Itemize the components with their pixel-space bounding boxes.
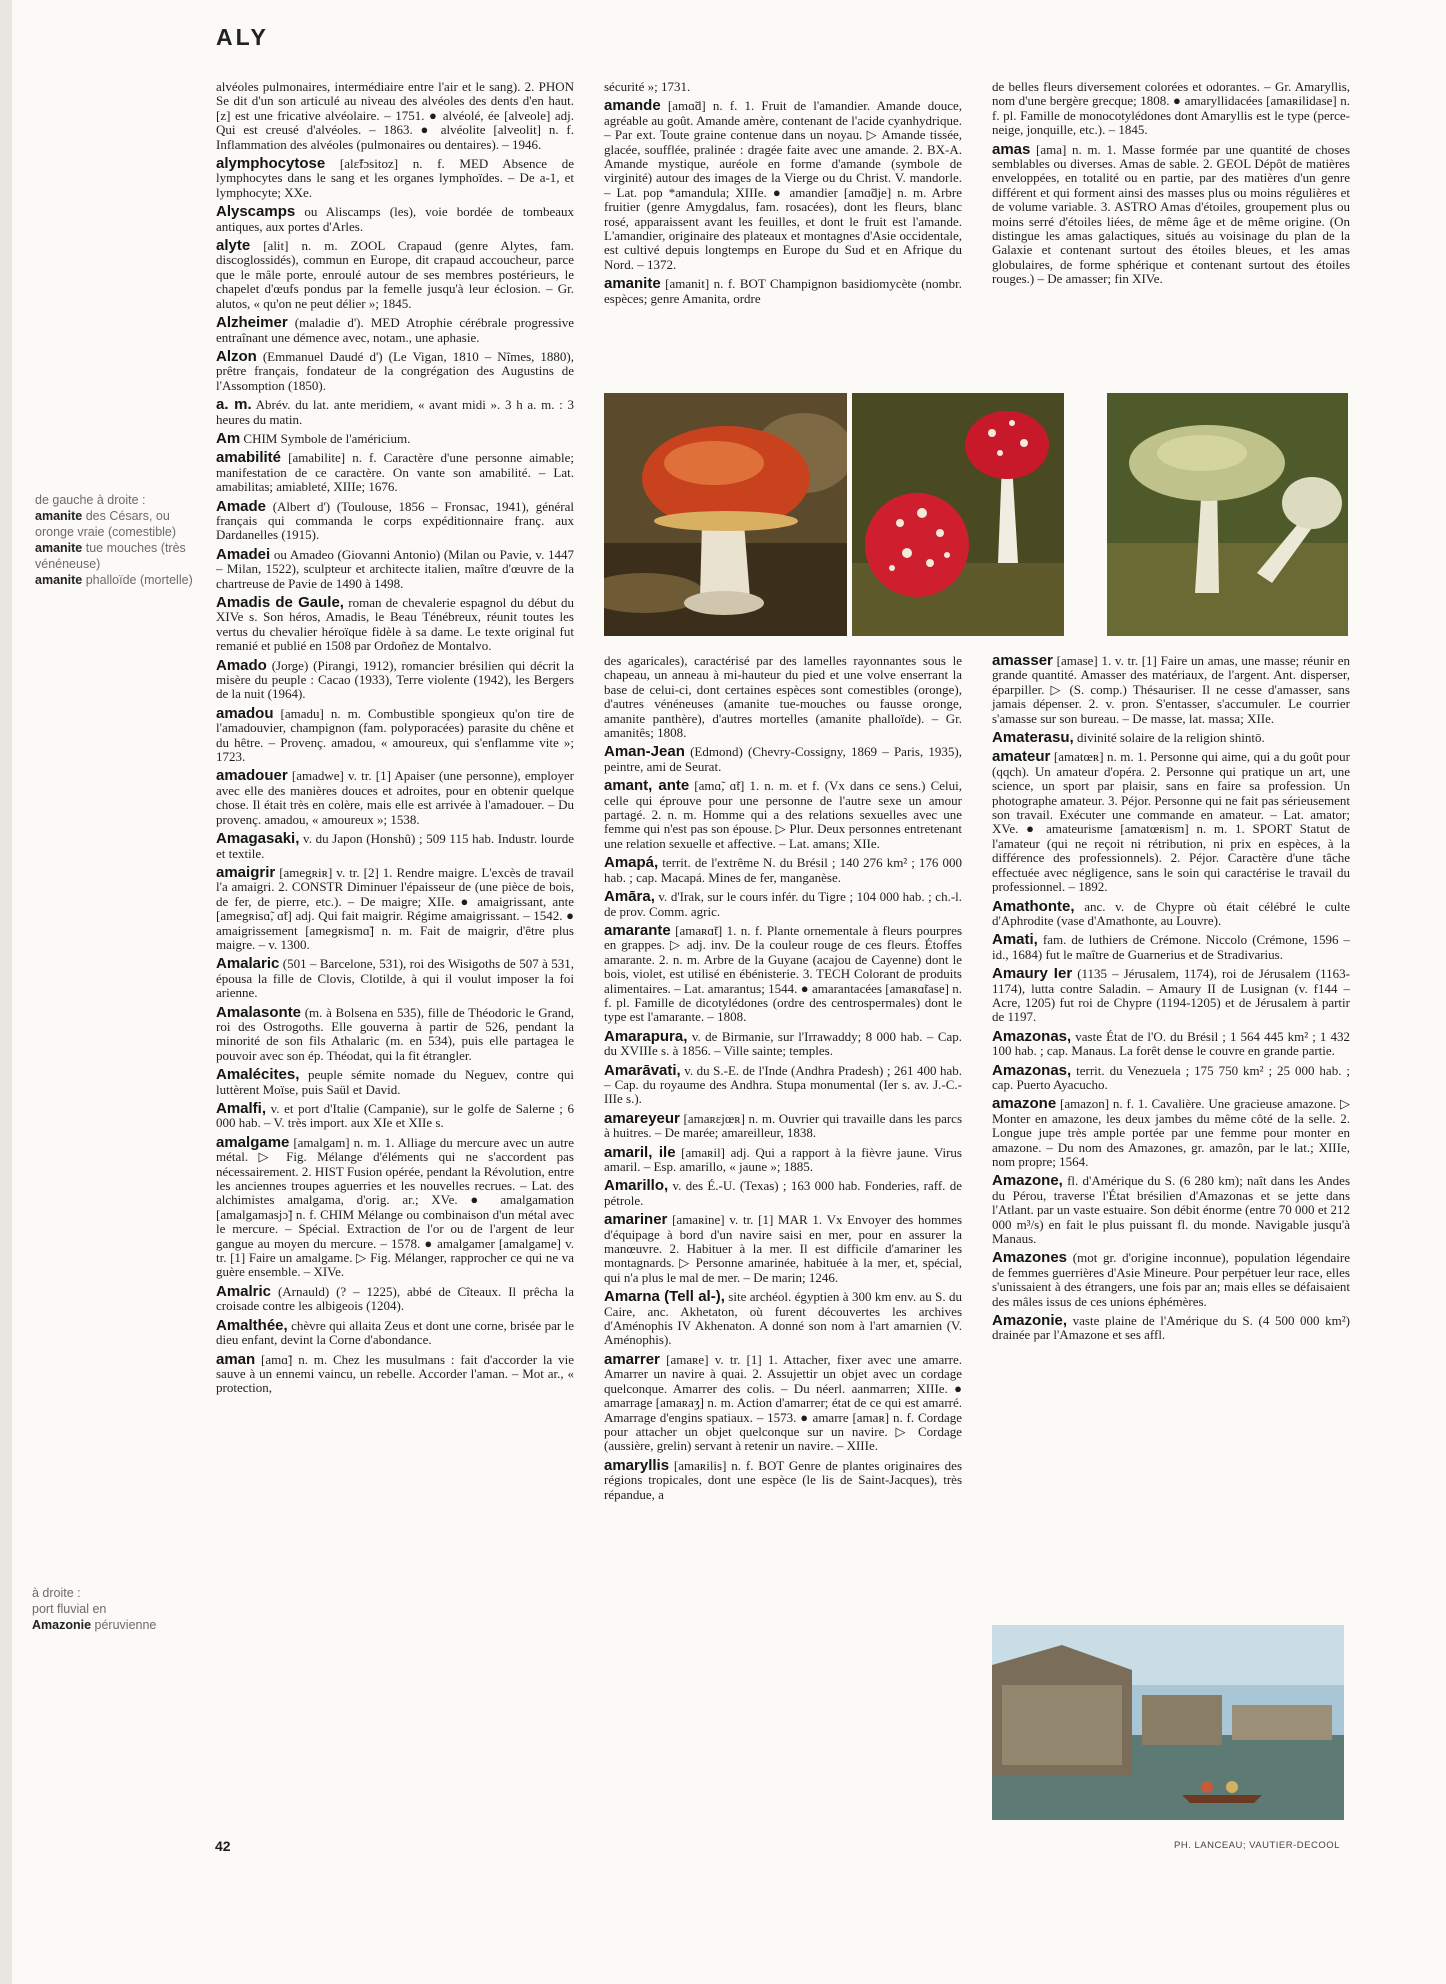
dictionary-entry — [604, 745, 962, 774]
dictionary-entry — [992, 80, 1350, 138]
dictionary-entry — [216, 205, 574, 234]
dictionary-entry — [216, 1133, 574, 1280]
entry-text: (Albert d') (Toulouse, 1856 – Fronsac, 1941), général français qui commanda le corps expéditionnaire franç. aux Dardanelles (1915). — [216, 498, 574, 543]
dictionary-entry — [604, 1143, 962, 1175]
entry-headword: amazone — [992, 1095, 1057, 1113]
entry-text: alvéoles pulmonaires, intermédiaire entre l'air et le sang). 2. PHON Se dit d'un son articulé au niveau des alvéoles des dents d'en haut. [z] est une fricative alvéolaire. – 1751. ● alvéolé, ée [alveole] adj. Qui est creusé d'alvéoles. – 1863. ● alvéolite [alveolit] n. f. Inflammation des alvéoles (pulmonaires ou dentaires). – 1946. — [216, 79, 574, 152]
entry-headword: Amado — [216, 656, 267, 674]
entry-headword: Alyscamps — [216, 203, 296, 221]
dictionary-entry — [216, 157, 574, 200]
dictionary-entry — [604, 1179, 962, 1208]
dictionary-entry — [216, 832, 574, 861]
entry-text: ou Amadeo (Giovanni Antonio) (Milan ou Pavie, v. 1447 – Milan, 1522), sculpteur et architecte italien, maître d'œuvre de la chartreuse de Pavie de 1490 à 1498. — [216, 546, 574, 591]
dictionary-entry — [604, 890, 962, 919]
dictionary-entry — [216, 704, 574, 765]
entry-text: (Emmanuel Daudé d') (Le Vigan, 1810 – Nîmes, 1880), prêtre français, fondateur de la congrégation des Augustins de l'Assomption (1850). — [216, 348, 575, 393]
entry-headword: amasser — [992, 652, 1053, 669]
dictionary-entry — [604, 654, 962, 740]
entry-headword: alymphocytose — [216, 155, 326, 173]
entry-text: [amalgam] n. m. 1. Alliage du mercure avec un autre métal. ▷ Fig. Mélange d'éléments qui ne s'accordent pas nécessairement. 2. HIST Fusion opérée, pendant la Révolution, entre les anciennes troupes aguerries et les nouvelles recrues. – Lat. des alchimistes amalgama, d'orig. ar.; XVe. ● amalgamation [amalgamasjɔ̃] n. f. CHIM Mélange ou combinaison d'un métal avec le mercure. – Spécial. Extraction de l'or ou de l'argent de leur gangue au moyen du mercure. – 1578. ● amalgamer [amalgame] v. tr. [1] Faire un amalgame. ▷ Fig. Mélanger, rapprocher ce qui ne va guère ensemble. – XIVe. — [216, 1134, 574, 1280]
entry-headword: Alzon — [216, 347, 257, 365]
entry-text: [amegʀiʀ] v. tr. [2] 1. Rendre maigre. L'excès de travail l'a amaigri. 2. CONSTR Diminuer l'épaisseur de (une pièce de bois, de fer, de pierre, etc.). – De maigre; XIIe. ● amaigrissant, ante [amegʀisɑ̃, ɑ̃t] adj. Qui fait maigrir. Régime amaigrissant. – 1542. ● amaigrissement [amegʀismɑ̃] n. m. Fait de maigrir, d'être plus maigre. – v. 1300. — [216, 864, 575, 952]
dictionary-entry — [992, 1174, 1350, 1246]
entry-text: (1135 – Jérusalem, 1174), roi de Jérusalem (1163-1174), lutta contre Saladin. – Amaury II de Lusignan (v. f144 – Acre, 1205) fut roi de Chypre (1194-1205) et de Jérusalem à partir de 1197. — [992, 966, 1351, 1025]
entry-headword: Amagasaki, — [216, 830, 300, 848]
entry-text: Abrév. du lat. ante meridiem, « avant midi ». 3 h a. m. : 3 heures du matin. — [216, 397, 574, 427]
entry-headword: Amazonas, — [992, 1061, 1072, 1079]
dictionary-entry — [604, 921, 962, 1025]
entry-text: chèvre qui allaita Zeus et dont une corne, brisée par le dieu enfant, devint la Corne d'abondance. — [216, 1317, 574, 1348]
entry-text: site archéol. égyptien à 300 km env. au S. du Caire, anc. Akhetaton, où furent découvertes les archives d'Aménophis IV Akhenaton. A donné son nom à l'art amarnien (V. Aménophis). — [604, 1289, 963, 1348]
column-2-top — [604, 80, 962, 311]
entry-headword: Amade — [216, 497, 267, 515]
entry-text: [amɑ̃] n. m. Chez les musulmans : fait d'accorder la vie sauve à un ennemi vaincu, un rebelle. Accorder l'aman. – Mot ar., « protection, — [216, 1351, 575, 1396]
entry-text: des agaricales), caractérisé par des lamelles rayonnantes sous le chapeau, un anneau à mi-hauteur du pied et une volve enserrant la base de celui-ci, dont certaines espèces sont comestibles (oronge), d'autres vénéneuses (amanite tue-mouches ou fausse oronge, amanite panthère), d'autres mortelles (amanite phalloïde). – Gr. amanitês; 1808. — [604, 653, 962, 741]
dictionary-entry — [992, 967, 1350, 1025]
entry-headword: a. m. — [216, 396, 252, 414]
entry-headword: Amazones — [992, 1249, 1068, 1267]
entry-text: [amaʀil] adj. Qui a rapport à la fièvre jaune. Virus amaril. – Esp. amarillo, « jaune »; 1885. — [604, 1144, 962, 1174]
entry-headword: amaril, ile — [604, 1143, 676, 1161]
entry-text: [amabilite] n. f. Caractère d'une personne aimable; manifestation de ce caractère. On vante son amabilité. – Lat. amabilitas; amiableté, XIIIe; 1676. — [216, 450, 574, 495]
entry-text: (m. à Bolsena en 535), fille de Théodoric le Grand, roi des Ostrogoths. Elle gouverna à partir de 526, pendant la minorité de son fils Athalaric (m. en 534), puis elle partagea le pouvoir avec son ép. Théodat, qui la fit étrangler. — [216, 1004, 575, 1063]
entry-text: [ama] n. m. 1. Masse formée par une quantité de choses semblables ou diverses. Amas de sable. 2. GEOL Dépôt de matières enveloppées, en totalité ou en partie, par des matières d'un genre différent et qui forment ainsi des masses plus ou moins régulières et de volume variable. 3. ASTRO Amas d'étoiles, groupement plus ou moins serré d'étoiles liées, de même âge et de même origine. (On distingue les amas galactiques, situés au voisinage du plan de la Galaxie et contenant surtout des étoiles bleues, et les amas globulaires, de forme sphérique et contenant surtout des étoiles rouges.) – De amasser; fin XIVe. — [992, 141, 1351, 287]
entry-headword: Amalécites, — [216, 1066, 300, 1084]
entry-headword: amanite — [604, 275, 661, 293]
entry-headword: Amadei — [216, 545, 271, 563]
dictionary-entry — [604, 80, 962, 94]
dictionary-entry — [216, 596, 574, 654]
dictionary-entry — [604, 856, 962, 885]
dictionary-entry — [216, 1068, 574, 1097]
entry-text: [amase] 1. v. tr. [1] Faire un amas, une masse; réunir en grande quantité. Amasser des matériaux, de l'argent. Ant. disperser, éparpiller. ▷ (S. comp.) Thésauriser. Il ne cesse d'amasser, sans jamais dépenser. 2. v. pron. S'entasser, s'accumuler. Le courrier s'amasse sur son bureau. – De masse, lat. massa; XIIe. — [992, 653, 1351, 726]
entry-headword: amant, ante — [604, 777, 690, 795]
entry-text: fam. de luthiers de Crémone. Niccolo (Crémone, 1596 – id., 1684) fut le maître de Guarnerius et de Stradivarius. — [992, 932, 1351, 962]
entry-text: (Jorge) (Pirangi, 1912), romancier brésilien qui décrit la misère du peuple : Cacao (1933), Terre violente (1942), les Bergers de la nuit (1964). — [216, 657, 574, 702]
dictionary-entry — [216, 1350, 575, 1396]
dictionary-entry — [992, 1027, 1351, 1059]
entry-headword: amaryllis — [604, 1456, 670, 1474]
dictionary-entry — [216, 239, 574, 311]
dictionary-entry — [216, 451, 574, 494]
entry-headword: amariner — [604, 1211, 668, 1229]
entry-text: [amɑ̃, ɑ̃t] 1. n. m. et f. (Vx dans ce sens.) Celui, celle qui éprouve pour une personne de l'autre sexe un amour partagé. 2. n. m. Homme qui a des relations sexuelles avec une femme qui n'est pas son épouse. ▷ Plur. Deux personnes entretenant une relation sexuelle et affective. – Lat. amans; XIIe. — [604, 778, 963, 851]
entry-text: [amaʀilis] n. f. BOT Genre de plantes originaires des régions tropicales, dont une espèce (le lis de Saint-Jacques), très répandue, a — [604, 1457, 962, 1502]
page-number: 42 — [215, 1838, 231, 1854]
entry-text: [amaʀɑ̃t] 1. n. f. Plante ornementale à fleurs pourpres en grappes. ▷ adj. inv. De la couleur rouge de ces fleurs. Étoffes amarante. 2. n. m. Arbre de la Guyane (acajou de Cayenne) dont le bois, violet, est utilisé en ébénisterie. 3. TECH Colorant de produits alimentaires. – Lat. amarantus; 1544. ● amarantacées [amaʀɑ̃tase] n. f. pl. Famille de dicotylédones (ordre des centrospermales) dont le type est l'amarante. – 1808. — [604, 922, 962, 1025]
photo-amazonie-port — [992, 1625, 1344, 1820]
entry-headword: Amazonas, — [992, 1027, 1072, 1045]
dictionary-entry — [604, 1213, 962, 1285]
dictionary-entry — [216, 863, 575, 952]
entry-text: fl. d'Amérique du S. (6 280 km); naît dans les Andes du Pérou, traverse l'État brésilien d'Amazonas et se jette dans l'Atlant. par un vaste estuaire. Son débit énorme (entre 70 000 et 212 000 m³/s) en fait le plus puissant fl. du monde. Navigable jusqu'à Manaus. — [992, 1173, 1351, 1247]
entry-text: territ. de l'extrême N. du Brésil ; 140 276 km² ; 176 000 hab. ; cap. Macapá. Mines de fer, manganèse. — [604, 855, 962, 885]
entry-headword: amateur — [992, 748, 1051, 766]
dictionary-entry — [604, 1456, 962, 1502]
entry-headword: Aman-Jean — [604, 743, 685, 761]
dictionary-entry — [216, 398, 574, 427]
entry-text: roman de chevalerie espagnol du début du XIVe s. Son héros, Amadis, le Beau Ténébreux, réunit toutes les vertus du chevalier héroïque fidèle à sa dame. Le texte original fut remanié et publié en 1508 par Ordoñez de Montalvo. — [216, 595, 575, 654]
entry-headword: amarante — [604, 921, 671, 939]
entry-headword: Amaterasu, — [992, 729, 1074, 747]
dictionary-entry — [604, 277, 962, 306]
entry-headword: Amarapura, — [604, 1027, 688, 1045]
dictionary-entry — [604, 779, 962, 851]
entry-text: v. du Japon (Honshû) ; 509 115 hab. Industr. lourde et textile. — [216, 831, 575, 861]
entry-text: (Arnauld) (? – 1225), abbé de Cîteaux. Il prêcha la croisade contre les albigeois (1204). — [216, 1283, 574, 1314]
entry-headword: amareyeur — [604, 1109, 680, 1127]
column-3-bottom — [992, 654, 1350, 1348]
entry-headword: amadou — [216, 704, 274, 722]
entry-text: [alit] n. m. ZOOL Crapaud (genre Alytes, fam. discoglossidés), commun en Europe, dit crapaud accoucheur, parce que le mâle porte, enroulé autour de ses membres postérieurs, le chapelet d'œufs pondus par la femelle jusqu'à leur éclosion. – Gr. alutos, « qu'on ne peut délier »; 1845. — [216, 238, 574, 311]
entry-headword: Amalaric — [216, 955, 280, 973]
dictionary-entry — [992, 140, 1351, 287]
entry-headword: amaigrir — [216, 863, 276, 881]
dictionary-entry — [216, 1102, 574, 1131]
photo-amanite-cesars — [604, 393, 847, 636]
dictionary-entry — [216, 1282, 574, 1314]
dictionary-entry — [216, 769, 574, 827]
dictionary-entry — [216, 545, 574, 591]
photo-amanite-phalloide — [1107, 393, 1348, 636]
entry-headword: Amaury Ier — [992, 965, 1073, 983]
dictionary-entry — [992, 1061, 1350, 1093]
running-head: ALY — [216, 24, 269, 50]
entry-text: ou Aliscamps (les), voie bordée de tombeaux antiques, aux portes d'Arles. — [216, 204, 574, 234]
dictionary-entry — [216, 429, 574, 447]
entry-text: anc. v. de Chypre où était célébré le culte d'Aphrodite (vase d'Amathonte, au Louvre). — [992, 898, 1351, 928]
entry-headword: Amathonte, — [992, 897, 1075, 915]
entry-text: vaste plaine de l'Amérique du S. (4 500 000 km²) drainée par l'Amazone et ses affl. — [992, 1313, 1351, 1343]
dictionary-entry — [992, 731, 1350, 745]
entry-headword: amadouer — [216, 767, 288, 785]
entry-text: divinité solaire de la religion shintō. — [1076, 730, 1265, 746]
entry-headword: Amalric — [216, 1282, 272, 1300]
photo-amanite-tue-mouches — [852, 393, 1064, 636]
entry-headword: aman — [216, 1350, 256, 1368]
entry-headword: Amāra, — [604, 888, 655, 906]
entry-headword: Amadis de Gaule, — [216, 594, 344, 611]
column-1 — [216, 80, 574, 1401]
column-2-bottom — [604, 654, 962, 1507]
dictionary-entry — [216, 497, 574, 543]
entry-text: [amatœʀ] n. m. 1. Personne qui aime, qui a du goût pour (qqch). Un amateur d'opéra. 2. Personne qui pratique un art, une science, un sport par plaisir, sans en faire sa profession. Un photographe amateur. 3. Péjor. Personne qui ne fait pas sérieusement son travail. Exécuter une commande en amateur. – Lat. amator; XVe. ● amateurisme [amatœʀism] n. m. 1. SPORT Statut de l'amateur (qui ne reçoit ni rétribution, ni prix en espèces, à la différence des professionnels). 2. Péjor. Caractère d'une tâche effectuée avec négligence, sans le soin qui caractérise le travail du professionnel. – 1892. — [992, 749, 1351, 895]
entry-text: [amanit] n. f. BOT Champignon basidiomycète (nombr. espèces; genre Amanita, ordre — [604, 276, 963, 306]
entry-text: (Edmond) (Chevry-Cossigny, 1869 – Paris, 1935), peintre, ami de Seurat. — [604, 744, 963, 774]
dictionary-entry — [992, 933, 1350, 962]
dictionary-entry — [992, 1251, 1350, 1309]
entry-headword: Amarāvati, — [604, 1061, 681, 1079]
dictionary-entry — [604, 1027, 963, 1059]
entry-headword: alyte — [216, 237, 251, 255]
entry-headword: amas — [992, 140, 1031, 158]
entry-headword: Amalthée, — [216, 1316, 288, 1334]
dictionary-entry — [992, 1097, 1350, 1169]
entry-text: (mot gr. d'origine inconnue), population légendaire de femmes guerrières d'Asie Mineure. Pour perpétuer leur race, elles s'unissaient à des étrangers, une fois par an; mais elles se défaisaient des mâles issus de ces unions éphémères. — [992, 1250, 1350, 1309]
entry-text: [amɑ̃d] n. f. 1. Fruit de l'amandier. Amande douce, agréable au goût. Amande amère, contenant de l'acide cyanhydrique. – Par ext. Toute graine contenue dans un noyau. ▷ Amande tissée, glacée, soufflée, pralinée : dragée faite avec une amande. 2. BX-A. Amande mystique, auréole en forme d'amande (symbole de virginité) autour des images de la Vierge ou du Christ. V. mandorle. – Lat. pop *amandula; XIIIe. ● amandier [amɑ̃dje] n. m. Arbre fruitier (genre Amygdalus, fam. rosacées), dont les fleurs, blanc rosé, apparaissent avant les feuilles, et dont le fruit est l'amande. L'amandier, originaire des plateaux et montagnes d'Asie occidentale, est cultivé depuis longtemps en Europe du Sud et en Afrique du Nord. – 1372. — [604, 98, 963, 272]
entry-text: territ. du Venezuela ; 175 750 km² ; 25 000 hab. ; cap. Puerto Ayacucho. — [992, 1062, 1350, 1092]
entry-headword: Am — [216, 429, 241, 447]
dictionary-entry — [216, 1003, 575, 1064]
dictionary-entry — [992, 1314, 1350, 1343]
entry-text: v. des É.-U. (Texas) ; 163 000 hab. Fonderies, raff. de pétrole. — [604, 1178, 962, 1208]
dictionary-entry — [604, 99, 962, 272]
entry-headword: Amarillo, — [604, 1177, 669, 1195]
entry-text: vaste État de l'O. du Brésil ; 1 564 445 km² ; 1 432 100 hab. ; cap. Manaus. La forêt dense le couvre en grande partie. — [992, 1028, 1351, 1059]
entry-text: peuple sémite nomade du Neguev, contre qui luttèrent Moïse, puis Saül et David. — [216, 1067, 574, 1097]
dictionary-entry — [216, 347, 575, 393]
entry-text: [amaʀe] v. tr. [1] 1. Attacher, fixer avec une amarre. Amarrer un navire à quai. 2. Assujettir un objet avec un cordage quelconque. Amarrer des colis. – Du néerl. aanmarren; XIIIe. ● amarrage [amaʀaʒ] n. m. Action d'amarrer; état de ce qui est amarré. Amarrage d'engins spatiaux. – 1573. ● amarre [amaʀ] n. f. Cordage pour attacher un objet quelconque sur un navire. ▷ Cordage (aussière, grelin) servant à retenir un navire. – XIIIe. — [604, 1351, 962, 1454]
dictionary-entry — [992, 897, 1351, 929]
mushroom-caption: de gauche à droite : amanite des Césars, ou oronge vraie (comestible) amanite tue mouches (très vénéneuse) amanite phalloïde (mortelle) — [35, 493, 193, 587]
dictionary-entry — [216, 316, 574, 345]
entry-text: [alɛ̃fɔsitoz] n. f. MED Absence de lymphocytes dans le sang et les organes lymphoïdes. – De a-1, et lymphocyte; XXe. — [216, 156, 574, 200]
entry-headword: amabilité — [216, 449, 282, 467]
entry-text: v. d'Irak, sur le cours infér. du Tigre ; 104 000 hab. ; ch.-l. de prov. Comm. agric. — [604, 889, 963, 919]
dictionary-entry — [992, 654, 1350, 726]
column-3-top — [992, 80, 1350, 292]
entry-headword: Amazonie, — [992, 1312, 1068, 1330]
entry-text: (maladie d'). MED Atrophie cérébrale progressive entraînant une démence avec, notam., une aphasie. — [216, 315, 574, 345]
dictionary-entry — [992, 750, 1350, 894]
entry-text: CHIM Symbole de l'américium. — [243, 430, 411, 446]
entry-text: v. du S.-E. de l'Inde (Andhra Pradesh) ; 261 400 hab. – Cap. du royaume des Andhra. Stupa monumental (Ier s. av. J.-C.-IIIe s.). — [604, 1062, 962, 1107]
amazonie-caption: à droite : port fluvial en Amazonie péruvienne — [32, 1586, 157, 1632]
dictionary-entry — [604, 1290, 962, 1348]
entry-text: de belles fleurs diversement colorées et odorantes. – Gr. Amaryllis, nom d'une bergère grecque; 1808. ● amaryllidacées [amaʀilidase] n. f. pl. Famille de monocotylédones dont Amaryllis est le type (perce-neige, jonquille, etc.). – 1845. — [992, 79, 1350, 138]
entry-headword: Amalfi, — [216, 1100, 267, 1117]
entry-text: [amazon] n. f. 1. Cavalière. Une gracieuse amazone. ▷ Monter en amazone, les deux jambes du même côté de la selle. 2. Longue jupe très ample portée par une femme pour monter en amazone. – Du nom des Amazones, gr. amazôn, par le lat.; XIIIe, nom propre; 1564. — [992, 1096, 1351, 1169]
entry-text: [amadwe] v. tr. [1] Apaiser (une personne), employer avec elle des manières douces et adroites, pour en obtenir quelque chose. Il était très en colère, mais elle est arrivée à l'amadouer. – Du provenç. amadou, « amoureux »; 1538. — [216, 768, 574, 827]
dictionary-entry — [216, 80, 574, 152]
entry-text: sécurité »; 1731. — [604, 79, 691, 94]
entry-headword: Amati, — [992, 931, 1038, 949]
entry-text: [amaʀɛjœʀ] n. m. Ouvrier qui travaille dans les parcs à huitres. – De marée; amareilleur, 1838. — [604, 1110, 963, 1141]
entry-text: (501 – Barcelone, 531), roi des Wisigoths de 507 à 531, épousa la fille de Clovis, Clotilde, à qui il voulut imposer la foi arienne. — [216, 956, 574, 1001]
entry-headword: Amapá, — [604, 854, 659, 872]
entry-headword: Amalasonte — [216, 1003, 302, 1021]
entry-headword: Alzheimer — [216, 314, 288, 332]
entry-headword: Amarna (Tell al-), — [604, 1288, 725, 1306]
entry-text: v. et port d'Italie (Campanie), sur le golfe de Salerne ; 6 000 hab. – V. très import. aux XIe et XIIe s. — [216, 1101, 575, 1131]
entry-text: [amadu] n. m. Combustible spongieux qu'on tire de l'amadouvier, champignon (fam. polyporacées) parasite du chêne et du hêtre. – Provenç. amadou, « amoureux, qui s'enflamme vite »; 1723. — [216, 705, 574, 765]
entry-headword: Amazone, — [992, 1172, 1063, 1190]
dictionary-entry — [604, 1350, 962, 1454]
entry-text: [amaʀine] v. tr. [1] MAR 1. Vx Envoyer des hommes d'équipage à bord d'un navire saisi en mer, pour en assurer la manœuvre. 2. Habituer à la mer. Il est difficile d'amariner les montagnards. ▷ Personne amarinée, habituée à la mer, et, spécial, qui n'a plus le mal de mer. – De marin; 1246. — [604, 1212, 963, 1285]
photo-credit: PH. LANCEAU; VAUTIER-DECOOL — [1174, 1840, 1340, 1851]
dictionary-entry — [216, 1316, 574, 1348]
dictionary-entry — [216, 957, 574, 1000]
page-edge — [0, 0, 12, 1984]
entry-headword: amande — [604, 97, 661, 115]
entry-text: v. de Birmanie, sur l'Irrawaddy; 8 000 hab. – Cap. du XVIIIe s. à 1856. – Ville sainte; temples. — [604, 1028, 963, 1059]
entry-headword: amalgame — [216, 1133, 290, 1151]
dictionary-entry — [216, 656, 574, 702]
entry-headword: amarrer — [604, 1350, 660, 1368]
dictionary-entry — [604, 1061, 962, 1107]
dictionary-entry — [604, 1109, 963, 1141]
